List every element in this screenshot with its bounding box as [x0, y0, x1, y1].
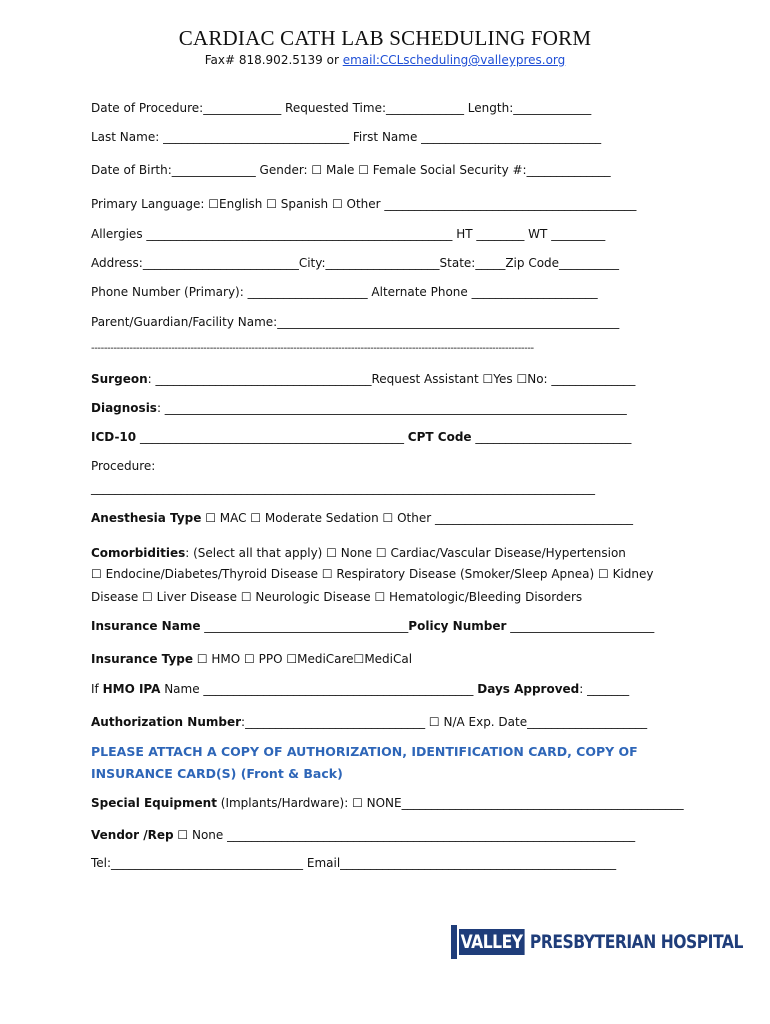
hmo-ipa-field[interactable]: Name _____________________________________________	[160, 682, 478, 696]
special-equipment-line[interactable]	[91, 795, 684, 811]
hospital-logo	[451, 925, 770, 959]
authorization-line[interactable]	[91, 714, 647, 730]
days-approved-label: Days Approved	[477, 682, 580, 696]
comorbidities-options-2[interactable]: ☐ Endocine/Diabetes/Thyroid Disease ☐ Respiratory Disease (Smoker/Sleep Apnea) ☐ Kidney	[91, 567, 654, 581]
anesthesia-line[interactable]	[91, 510, 633, 526]
surgeon-line[interactable]	[91, 371, 635, 387]
surgeon-label: Surgeon	[91, 372, 148, 386]
logo-mark	[451, 925, 457, 959]
cpt-label: CPT Code	[407, 430, 472, 444]
hmo-if: If	[91, 682, 103, 696]
comorbidities-line[interactable]	[91, 545, 626, 561]
diagnosis-field[interactable]: : _____________________________________________________________________________	[156, 401, 627, 415]
primary-language-line[interactable]: Primary Language: ☐English ☐ Spanish ☐ Other __________________________________________	[91, 197, 637, 211]
icd-label: ICD-10	[91, 430, 137, 444]
insurance-type-label: Insurance Type	[91, 652, 193, 666]
name-line[interactable]: Last Name: _______________________________ First Name ______________________________	[91, 130, 602, 144]
comorbidities-options-3[interactable]: Disease ☐ Liver Disease ☐ Neurologic Disease ☐ Hematologic/Bleeding Disorders	[91, 590, 583, 604]
anesthesia-options[interactable]: ☐ MAC ☐ Moderate Sedation ☐ Other _________________________________	[201, 511, 633, 525]
policy-number-field[interactable]: ________________________	[506, 619, 655, 633]
phone-line[interactable]: Phone Number (Primary): ____________________ Alternate Phone _____________________	[91, 285, 598, 299]
allergies-line[interactable]: Allergies ___________________________________________________ HT ________ WT _________	[91, 227, 606, 241]
procedure-label: Procedure:	[91, 459, 156, 473]
fax-number: Fax# 818.902.5139 or	[204, 53, 343, 67]
email-link[interactable]: email:CCLscheduling@valleypres.org	[342, 53, 566, 67]
diagnosis-label: Diagnosis	[91, 401, 157, 415]
form-title: CARDIAC CATH LAB SCHEDULING FORM	[178, 26, 592, 50]
surgeon-field[interactable]: : ____________________________________Request Assistant ☐Yes ☐No: ______________	[147, 372, 636, 386]
guardian-line[interactable]: Parent/Guardian/Facility Name:_________________________________________________________	[91, 315, 620, 329]
policy-number-label: Policy Number	[408, 619, 507, 633]
authorization-label: Authorization Number	[91, 715, 242, 729]
insurance-name-label: Insurance Name	[91, 619, 201, 633]
comorbidities-options[interactable]: : (Select all that apply) ☐ None ☐ Cardiac/Vascular Disease/Hypertension	[185, 546, 626, 560]
insurance-name-field[interactable]: __________________________________	[200, 619, 409, 633]
icd-field[interactable]: ____________________________________________	[136, 430, 404, 444]
vendor-label: Vendor /Rep	[91, 828, 174, 842]
logo-text: VALLEY PRESBYTERIAN HOSPITAL	[460, 931, 743, 953]
fax-line	[0, 53, 770, 67]
insurance-type-options[interactable]: ☐ HMO ☐ PPO ☐MediCare☐MediCal	[193, 652, 413, 666]
comorbidities-label: Comorbidities	[91, 546, 186, 560]
insurance-name-line[interactable]	[91, 618, 654, 634]
dob-gender-ssn-line[interactable]: Date of Birth:______________ Gender: ☐ Male ☐ Female Social Security #:______________	[91, 163, 611, 177]
insurance-type-line[interactable]	[91, 651, 412, 667]
procedure-date-line[interactable]: Date of Procedure:_____________ Requested Time:_____________ Length:_____________	[91, 101, 592, 115]
tel-email-line[interactable]: Tel:________________________________ Email______________________________________________	[91, 856, 617, 870]
special-equipment-field[interactable]: (Implants/Hardware): ☐ NONE_______________________________________________	[216, 796, 684, 810]
icd-cpt-line[interactable]	[91, 429, 631, 445]
attach-notice: PLEASE ATTACH A COPY OF AUTHORIZATION, IDENTIFICATION CARD, COPY OF INSURANCE CARD(S) (Front & Back)	[91, 744, 638, 781]
special-equipment-label: Special Equipment	[91, 796, 217, 810]
section-divider: ------------------------------------------------------------------------------------------------------------------------------------------	[91, 343, 534, 354]
address-line[interactable]: Address:__________________________City:___________________State:_____Zip Code__________	[91, 256, 620, 270]
cpt-field[interactable]: __________________________	[471, 430, 632, 444]
diagnosis-line[interactable]	[91, 400, 627, 416]
authorization-field[interactable]: :______________________________ ☐ N/A Exp. Date____________________	[241, 715, 648, 729]
vendor-line[interactable]	[91, 827, 635, 843]
vendor-field[interactable]: ☐ None ____________________________________________________________________	[173, 828, 636, 842]
anesthesia-label: Anesthesia Type	[91, 511, 202, 525]
procedure-field[interactable]: ____________________________________________________________________________________	[91, 481, 595, 495]
hmo-ipa-label: HMO IPA	[102, 682, 161, 696]
days-approved-field[interactable]: : _______	[579, 682, 630, 696]
hmo-ipa-line[interactable]	[91, 681, 629, 697]
